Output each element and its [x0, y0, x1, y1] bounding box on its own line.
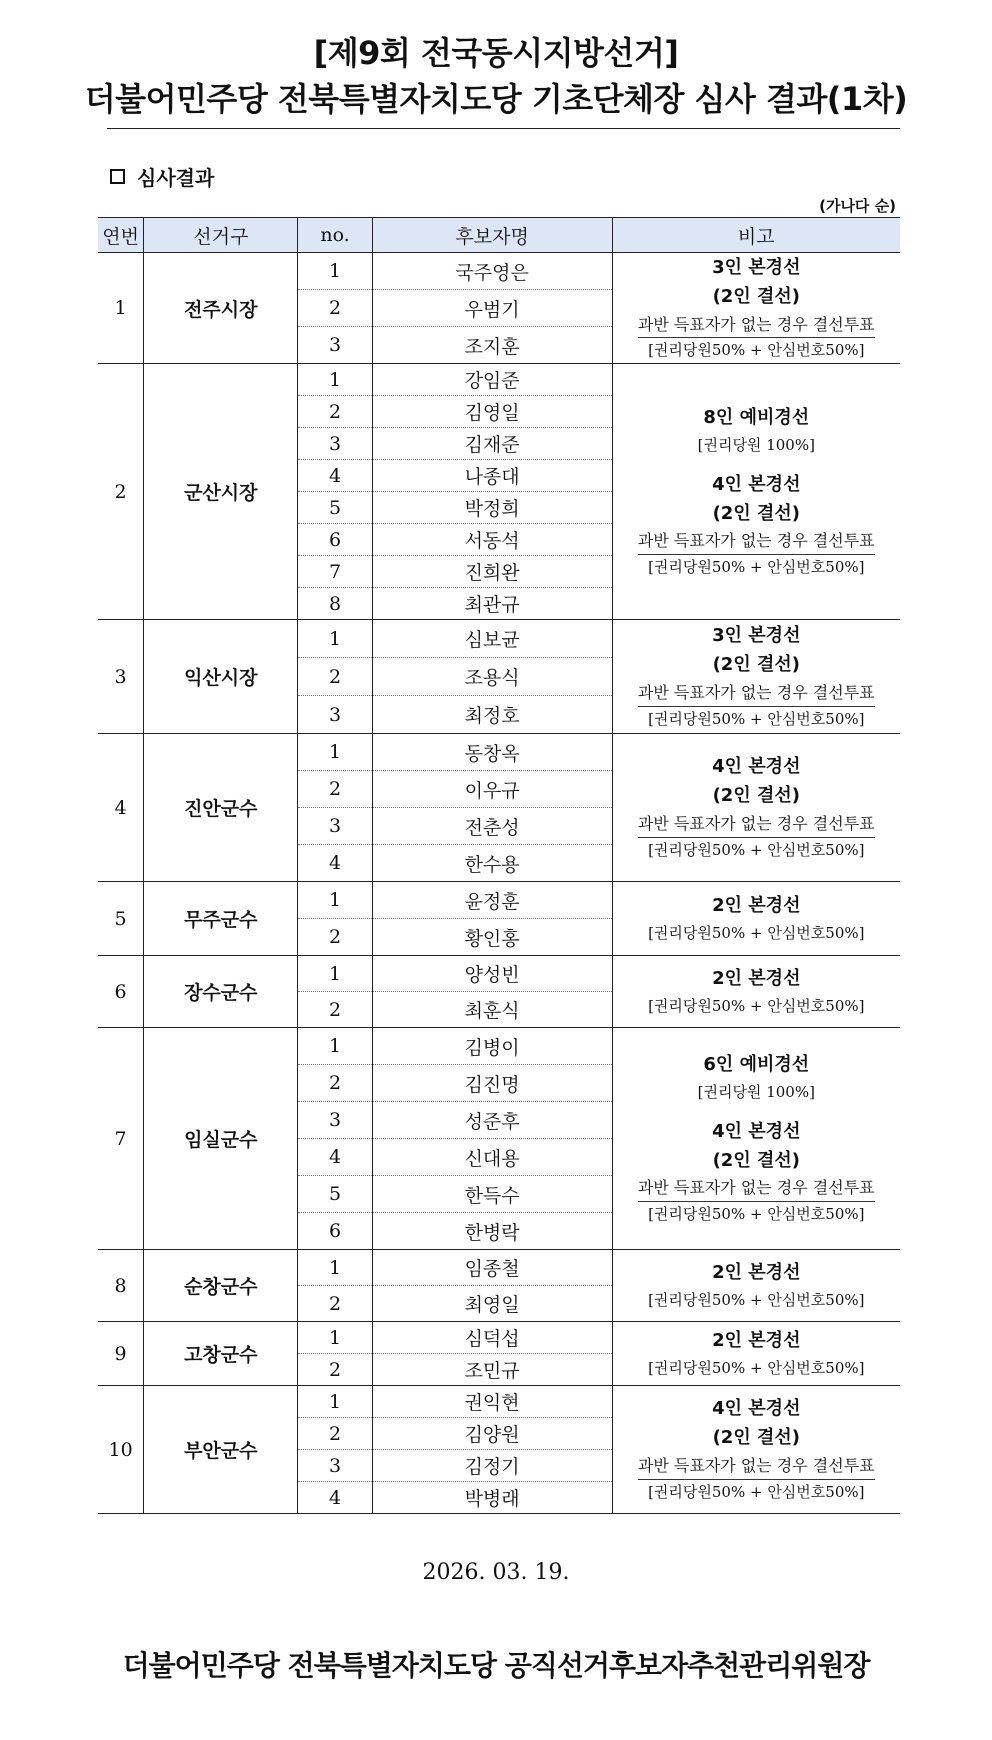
candidate-name: 김정기: [372, 1450, 612, 1482]
main-round: 2인 본경선: [712, 968, 801, 990]
runoff-condition-wrap: [613, 1453, 900, 1480]
remarks-cell: [612, 1028, 900, 1250]
table-row: [98, 956, 900, 992]
runoff-condition-wrap: [613, 312, 900, 339]
candidate-number: 3: [298, 1450, 372, 1482]
candidate-name: 최훈식: [372, 992, 612, 1028]
candidate-number: 6: [298, 1213, 372, 1250]
voting-method: [권리당원50% + 안심번호50%]: [648, 709, 865, 728]
main-round: 4인 본경선: [712, 1398, 801, 1420]
candidate-number: 4: [298, 845, 372, 882]
candidate-name: 최영일: [372, 1286, 612, 1322]
remarks-cell: [612, 956, 900, 1028]
runoff-condition-wrap: [613, 1175, 900, 1202]
voting-method: [권리당원50% + 안심번호50%]: [648, 1204, 865, 1223]
candidate-name: 김병이: [372, 1028, 612, 1065]
candidate-name: 박병래: [372, 1482, 612, 1514]
runoff-condition: 과반 득표자가 없는 경우 결선투표: [638, 312, 875, 339]
candidate-number: 1: [298, 1028, 372, 1065]
candidate-number: 4: [298, 460, 372, 492]
candidate-name: 권익현: [372, 1386, 612, 1418]
candidate-name: 성준후: [372, 1102, 612, 1139]
candidate-name: 김진명: [372, 1065, 612, 1102]
remarks-cell: [612, 734, 900, 882]
candidate-name: 김양원: [372, 1418, 612, 1450]
table-row: [98, 882, 900, 919]
main-round: 2인 본경선: [712, 1330, 801, 1352]
candidate-number: 2: [298, 919, 372, 956]
candidate-name: 한수용: [372, 845, 612, 882]
district-cell: 장수군수: [144, 956, 298, 1028]
candidate-name: 한병락: [372, 1213, 612, 1250]
table-row: [98, 364, 900, 396]
candidate-number: 4: [298, 1139, 372, 1176]
remarks-cell: [612, 1322, 900, 1386]
spacer: [613, 1104, 900, 1118]
title-divider: [107, 128, 900, 129]
row-number: 6: [98, 956, 144, 1028]
row-number: 4: [98, 734, 144, 882]
candidate-number: 1: [298, 882, 372, 919]
candidate-name: 이우규: [372, 771, 612, 808]
candidate-number: 6: [298, 524, 372, 556]
header-cell: 비고: [612, 218, 900, 253]
preliminary-round: 6인 예비경선: [703, 1054, 810, 1075]
row-number: 5: [98, 882, 144, 956]
candidate-name: 최정호: [372, 696, 612, 734]
candidate-number: 7: [298, 556, 372, 588]
table-row: [98, 1322, 900, 1354]
runoff-note: (2인 결선): [712, 785, 800, 807]
voting-method: [권리당원50% + 안심번호50%]: [648, 1358, 865, 1377]
district-cell: 무주군수: [144, 882, 298, 956]
runoff-condition-wrap: [613, 680, 900, 707]
main-round: 2인 본경선: [712, 1262, 801, 1284]
runoff-note: (2인 결선): [712, 502, 800, 524]
row-number: 8: [98, 1250, 144, 1322]
table-row: [98, 253, 900, 290]
remarks-cell: [612, 620, 900, 734]
row-number: 9: [98, 1322, 144, 1386]
candidate-number: 1: [298, 253, 372, 290]
table-row: [98, 1250, 900, 1286]
document-title-line1: [제9회 전국동시지방선거]: [313, 34, 679, 72]
runoff-note: (2인 결선): [712, 285, 800, 307]
header-cell: 연번: [98, 218, 144, 253]
runoff-condition: 과반 득표자가 없는 경우 결선투표: [638, 1453, 875, 1480]
table-row: [98, 734, 900, 771]
voting-method: [권리당원50% + 안심번호50%]: [648, 923, 865, 942]
candidate-number: 1: [298, 1386, 372, 1418]
candidate-number: 2: [298, 1354, 372, 1386]
candidate-name: 최관규: [372, 588, 612, 620]
candidate-number: 1: [298, 620, 372, 658]
spacer: [613, 457, 900, 471]
table-row: [98, 620, 900, 658]
document-date: 2026. 03. 19.: [422, 1560, 570, 1585]
remarks-cell: [612, 364, 900, 620]
candidate-number: 5: [298, 1176, 372, 1213]
district-cell: 순창군수: [144, 1250, 298, 1322]
candidate-name: 서동석: [372, 524, 612, 556]
preliminary-method: [권리당원 100%]: [697, 435, 815, 454]
runoff-condition: 과반 득표자가 없는 경우 결선투표: [638, 528, 875, 555]
candidate-number: 1: [298, 1250, 372, 1286]
remarks-cell: [612, 882, 900, 956]
district-cell: 익산시장: [144, 620, 298, 734]
runoff-condition: 과반 득표자가 없는 경우 결선투표: [638, 680, 875, 707]
runoff-condition-wrap: [613, 811, 900, 838]
candidate-name: 조용식: [372, 658, 612, 696]
checkbox-bullet-icon: [110, 169, 125, 184]
row-number: 10: [98, 1386, 144, 1514]
runoff-note: (2인 결선): [712, 1149, 800, 1171]
remarks-cell: [612, 1250, 900, 1322]
runoff-condition-wrap: [613, 528, 900, 555]
document-title-line2: 더불어민주당 전북특별자치도당 기초단체장 심사 결과(1차): [84, 80, 908, 118]
candidate-number: 8: [298, 588, 372, 620]
candidate-number: 2: [298, 1286, 372, 1322]
runoff-note: (2인 결선): [712, 654, 800, 676]
preliminary-method: [권리당원 100%]: [697, 1082, 815, 1101]
candidate-name: 임종철: [372, 1250, 612, 1286]
candidate-name: 국주영은: [372, 253, 612, 290]
candidate-number: 2: [298, 771, 372, 808]
candidate-name: 신대용: [372, 1139, 612, 1176]
header-cell: no.: [298, 218, 372, 253]
district-cell: 전주시장: [144, 253, 298, 364]
candidate-name: 박정희: [372, 492, 612, 524]
candidate-number: 2: [298, 992, 372, 1028]
section-heading: [110, 162, 214, 191]
main-round: 4인 본경선: [712, 473, 801, 495]
runoff-condition: 과반 득표자가 없는 경우 결선투표: [638, 811, 875, 838]
candidate-number: 2: [298, 396, 372, 428]
district-cell: 임실군수: [144, 1028, 298, 1250]
candidate-name: 전춘성: [372, 808, 612, 845]
remarks-cell: [612, 1386, 900, 1514]
issuer-signature: 더불어민주당 전북특별자치도당 공직선거후보자추천관리위원장: [122, 1649, 870, 1682]
candidate-number: 2: [298, 290, 372, 327]
candidate-name: 양성빈: [372, 956, 612, 992]
candidate-name: 조민규: [372, 1354, 612, 1386]
candidate-number: 4: [298, 1482, 372, 1514]
voting-method: [권리당원50% + 안심번호50%]: [648, 840, 865, 859]
candidate-name: 심보균: [372, 620, 612, 658]
main-round: 2인 본경선: [712, 895, 801, 917]
candidate-number: 3: [298, 1102, 372, 1139]
voting-method: [권리당원50% + 안심번호50%]: [648, 1290, 865, 1309]
table-row: [98, 1386, 900, 1418]
candidate-name: 김재준: [372, 428, 612, 460]
voting-method: [권리당원50% + 안심번호50%]: [648, 1482, 865, 1501]
candidate-number: 1: [298, 956, 372, 992]
table-row: [98, 1028, 900, 1065]
candidate-name: 나종대: [372, 460, 612, 492]
main-round: 4인 본경선: [712, 1120, 801, 1142]
runoff-note: (2인 결선): [712, 1427, 800, 1449]
row-number: 2: [98, 364, 144, 620]
results-table: [98, 217, 900, 1514]
candidate-name: 우범기: [372, 290, 612, 327]
district-cell: 군산시장: [144, 364, 298, 620]
district-cell: 부안군수: [144, 1386, 298, 1514]
candidate-name: 동창옥: [372, 734, 612, 771]
header-cell: 선거구: [144, 218, 298, 253]
candidate-name: 한득수: [372, 1176, 612, 1213]
runoff-condition: 과반 득표자가 없는 경우 결선투표: [638, 1175, 875, 1202]
candidate-number: 3: [298, 327, 372, 364]
candidate-name: 진희완: [372, 556, 612, 588]
main-round: 4인 본경선: [712, 756, 801, 778]
district-cell: 고창군수: [144, 1322, 298, 1386]
table-header-row: [98, 218, 900, 253]
candidate-name: 황인홍: [372, 919, 612, 956]
table-body: [98, 253, 900, 1514]
remarks-cell: [612, 253, 900, 364]
district-cell: 진안군수: [144, 734, 298, 882]
candidate-number: 2: [298, 1065, 372, 1102]
row-number: 7: [98, 1028, 144, 1250]
candidate-number: 2: [298, 658, 372, 696]
candidate-number: 3: [298, 696, 372, 734]
candidate-number: 1: [298, 364, 372, 396]
header-cell: 후보자명: [372, 218, 612, 253]
voting-method: [권리당원50% + 안심번호50%]: [648, 557, 865, 576]
sort-order-note: (가나다 순): [819, 197, 896, 215]
candidate-number: 1: [298, 1322, 372, 1354]
candidate-number: 3: [298, 428, 372, 460]
main-round: 3인 본경선: [712, 256, 801, 278]
candidate-number: 2: [298, 1418, 372, 1450]
candidate-name: 조지훈: [372, 327, 612, 364]
section-label: 심사결과: [137, 166, 215, 190]
candidate-name: 강임준: [372, 364, 612, 396]
candidate-name: 김영일: [372, 396, 612, 428]
candidate-name: 심덕섭: [372, 1322, 612, 1354]
preliminary-round: 8인 예비경선: [703, 407, 810, 428]
candidate-number: 3: [298, 808, 372, 845]
candidate-number: 5: [298, 492, 372, 524]
main-round: 3인 본경선: [712, 625, 801, 647]
candidate-name: 윤정훈: [372, 882, 612, 919]
row-number: 3: [98, 620, 144, 734]
row-number: 1: [98, 253, 144, 364]
voting-method: [권리당원50% + 안심번호50%]: [648, 341, 865, 360]
candidate-number: 1: [298, 734, 372, 771]
voting-method: [권리당원50% + 안심번호50%]: [648, 996, 865, 1015]
